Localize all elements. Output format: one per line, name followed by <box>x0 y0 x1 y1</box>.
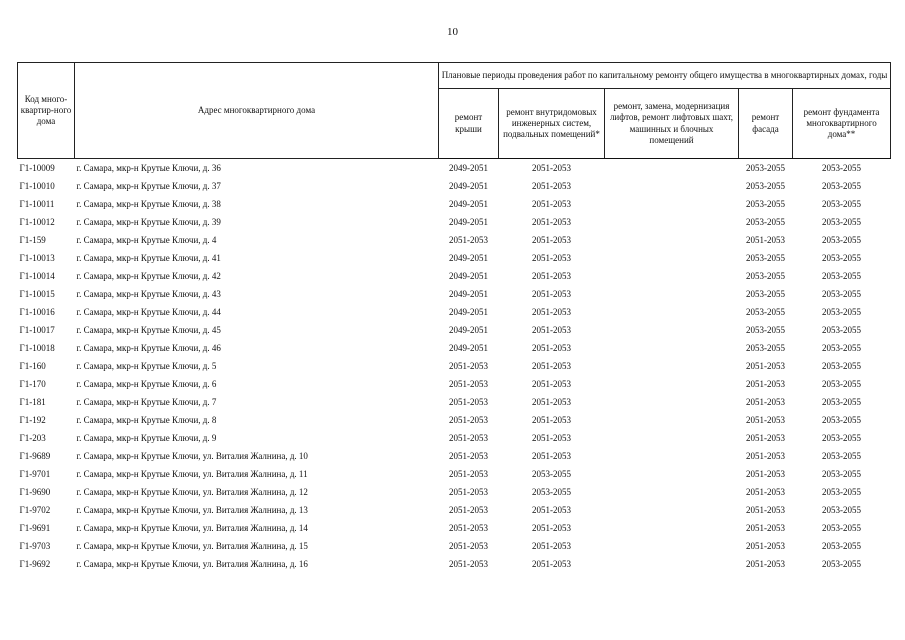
cell-lifts <box>605 483 739 501</box>
cell-address: г. Самара, мкр-н Крутые Ключи, д. 8 <box>76 415 217 425</box>
cell-lifts <box>605 375 739 393</box>
cell-systems: 2051-2053 <box>532 307 571 317</box>
cell-foundation: 2053-2055 <box>822 163 862 173</box>
table-row <box>18 501 891 519</box>
cell-roof: 2049-2051 <box>449 289 488 299</box>
cell-systems: 2051-2053 <box>532 325 571 335</box>
cell-systems: 2051-2053 <box>532 253 571 263</box>
cell-roof: 2051-2053 <box>449 505 488 515</box>
cell-roof: 2049-2051 <box>449 307 488 317</box>
cell-roof: 2051-2053 <box>449 361 488 371</box>
cell-foundation: 2053-2055 <box>822 253 862 263</box>
table-row <box>18 465 891 483</box>
cell-foundation: 2053-2055 <box>822 379 862 389</box>
cell-facade: 2051-2053 <box>746 433 785 443</box>
cell-address: г. Самара, мкр-н Крутые Ключи, ул. Виталия Жалнина, д. 16 <box>76 559 308 569</box>
table-row <box>18 249 891 267</box>
cell-address: г. Самара, мкр-н Крутые Ключи, д. 39 <box>76 217 221 227</box>
cell-roof: 2049-2051 <box>449 343 488 353</box>
cell-roof: 2051-2053 <box>449 487 488 497</box>
header-facade: ремонт фасада <box>739 89 793 159</box>
cell-facade: 2053-2055 <box>746 289 785 299</box>
cell-facade: 2053-2055 <box>746 217 785 227</box>
header-roof: ремонт крыши <box>439 89 499 159</box>
cell-foundation: 2053-2055 <box>822 505 862 515</box>
cell-lifts <box>605 267 739 285</box>
cell-foundation: 2053-2055 <box>822 199 862 209</box>
cell-foundation: 2053-2055 <box>822 307 862 317</box>
cell-code: Г1-9701 <box>19 469 51 479</box>
cell-systems: 2051-2053 <box>532 271 571 281</box>
cell-foundation: 2053-2055 <box>822 487 862 497</box>
cell-systems: 2051-2053 <box>532 361 571 371</box>
cell-lifts <box>605 231 739 249</box>
cell-code: Г1-10017 <box>19 325 55 335</box>
cell-code: Г1-9691 <box>19 523 51 533</box>
cell-foundation: 2053-2055 <box>822 271 862 281</box>
cell-systems: 2051-2053 <box>532 235 571 245</box>
cell-foundation: 2053-2055 <box>822 181 862 191</box>
cell-foundation: 2053-2055 <box>822 451 862 461</box>
cell-lifts <box>605 159 739 178</box>
table-row <box>18 555 891 573</box>
cell-code: Г1-10013 <box>19 253 55 263</box>
cell-facade: 2051-2053 <box>746 541 785 551</box>
cell-code: Г1-9702 <box>19 505 51 515</box>
cell-foundation: 2053-2055 <box>822 523 862 533</box>
table-row <box>18 537 891 555</box>
cell-facade: 2051-2053 <box>746 451 785 461</box>
table-row <box>18 195 891 213</box>
cell-roof: 2051-2053 <box>449 433 488 443</box>
cell-systems: 2051-2053 <box>532 343 571 353</box>
cell-code: Г1-203 <box>19 433 46 443</box>
repair-schedule-table <box>17 62 891 573</box>
cell-address: г. Самара, мкр-н Крутые Ключи, ул. Виталия Жалнина, д. 15 <box>76 541 308 551</box>
cell-facade: 2053-2055 <box>746 253 785 263</box>
cell-roof: 2049-2051 <box>449 217 488 227</box>
cell-code: Г1-9703 <box>19 541 51 551</box>
cell-address: г. Самара, мкр-н Крутые Ключи, д. 38 <box>76 199 221 209</box>
cell-address: г. Самара, мкр-н Крутые Ключи, д. 45 <box>76 325 221 335</box>
cell-facade: 2051-2053 <box>746 361 785 371</box>
table-row <box>18 303 891 321</box>
cell-address: г. Самара, мкр-н Крутые Ключи, д. 37 <box>76 181 221 191</box>
page-number: 10 <box>447 26 458 38</box>
cell-address: г. Самара, мкр-н Крутые Ключи, д. 46 <box>76 343 221 353</box>
header-lifts: ремонт, замена, модернизация лифтов, ремонт лифтовых шахт, машинных и блочных помещений <box>605 89 739 159</box>
cell-facade: 2053-2055 <box>746 343 785 353</box>
table-row <box>18 285 891 303</box>
table-row <box>18 393 891 411</box>
cell-roof: 2051-2053 <box>449 523 488 533</box>
cell-code: Г1-170 <box>19 379 46 389</box>
cell-code: Г1-10012 <box>19 217 55 227</box>
cell-systems: 2053-2055 <box>532 469 571 479</box>
table-row <box>18 411 891 429</box>
cell-code: Г1-10014 <box>19 271 55 281</box>
header-periods-group: Плановые периоды проведения работ по капитальному ремонту общего имущества в многоквартирных домах, годы <box>439 63 891 89</box>
cell-address: г. Самара, мкр-н Крутые Ключи, д. 7 <box>76 397 217 407</box>
cell-address: г. Самара, мкр-н Крутые Ключи, д. 41 <box>76 253 221 263</box>
cell-foundation: 2053-2055 <box>822 397 862 407</box>
table-row <box>18 177 891 195</box>
cell-address: г. Самара, мкр-н Крутые Ключи, д. 9 <box>76 433 217 443</box>
cell-code: Г1-10018 <box>19 343 55 353</box>
cell-address: г. Самара, мкр-н Крутые Ключи, д. 44 <box>76 307 221 317</box>
cell-code: Г1-9689 <box>19 451 51 461</box>
cell-facade: 2053-2055 <box>746 181 785 191</box>
table-row <box>18 213 891 231</box>
cell-facade: 2051-2053 <box>746 415 785 425</box>
cell-systems: 2051-2053 <box>532 181 571 191</box>
table-row <box>18 483 891 501</box>
cell-roof: 2051-2053 <box>449 541 488 551</box>
table-row <box>18 447 891 465</box>
cell-address: г. Самара, мкр-н Крутые Ключи, ул. Виталия Жалнина, д. 12 <box>76 487 308 497</box>
cell-foundation: 2053-2055 <box>822 361 862 371</box>
cell-facade: 2053-2055 <box>746 163 785 173</box>
cell-lifts <box>605 465 739 483</box>
table-row <box>18 339 891 357</box>
cell-foundation: 2053-2055 <box>822 235 862 245</box>
cell-roof: 2051-2053 <box>449 379 488 389</box>
cell-code: Г1-10016 <box>19 307 55 317</box>
cell-systems: 2051-2053 <box>532 523 571 533</box>
cell-foundation: 2053-2055 <box>822 289 862 299</box>
table-row <box>18 267 891 285</box>
cell-roof: 2051-2053 <box>449 415 488 425</box>
cell-systems: 2051-2053 <box>532 451 571 461</box>
cell-systems: 2051-2053 <box>532 415 571 425</box>
cell-address: г. Самара, мкр-н Крутые Ключи, ул. Виталия Жалнина, д. 10 <box>76 451 308 461</box>
cell-foundation: 2053-2055 <box>822 217 862 227</box>
table-row <box>18 357 891 375</box>
cell-lifts <box>605 411 739 429</box>
cell-code: Г1-10009 <box>19 163 55 173</box>
cell-foundation: 2053-2055 <box>822 433 862 443</box>
cell-systems: 2051-2053 <box>532 397 571 407</box>
cell-foundation: 2053-2055 <box>822 469 862 479</box>
header-foundation: ремонт фундамента многоквартирного дома** <box>793 89 891 159</box>
cell-facade: 2051-2053 <box>746 235 785 245</box>
cell-roof: 2051-2053 <box>449 469 488 479</box>
header-systems: ремонт внутридомовых инженерных систем, подвальных помещений* <box>499 89 605 159</box>
cell-lifts <box>605 357 739 375</box>
cell-address: г. Самара, мкр-н Крутые Ключи, д. 4 <box>76 235 217 245</box>
cell-lifts <box>605 213 739 231</box>
cell-roof: 2051-2053 <box>449 235 488 245</box>
cell-address: г. Самара, мкр-н Крутые Ключи, ул. Виталия Жалнина, д. 11 <box>76 469 308 479</box>
cell-facade: 2051-2053 <box>746 397 785 407</box>
cell-roof: 2049-2051 <box>449 271 488 281</box>
cell-code: Г1-160 <box>19 361 46 371</box>
header-code: Код много-квартир-ного дома <box>18 63 75 159</box>
cell-code: Г1-159 <box>19 235 46 245</box>
cell-lifts <box>605 537 739 555</box>
cell-address: г. Самара, мкр-н Крутые Ключи, д. 6 <box>76 379 217 389</box>
cell-address: г. Самара, мкр-н Крутые Ключи, ул. Виталия Жалнина, д. 14 <box>76 523 308 533</box>
cell-code: Г1-181 <box>19 397 46 407</box>
table-row <box>18 519 891 537</box>
cell-lifts <box>605 519 739 537</box>
cell-systems: 2051-2053 <box>532 379 571 389</box>
cell-roof: 2049-2051 <box>449 253 488 263</box>
cell-systems: 2051-2053 <box>532 559 571 569</box>
cell-lifts <box>605 393 739 411</box>
cell-roof: 2049-2051 <box>449 181 488 191</box>
cell-foundation: 2053-2055 <box>822 559 862 569</box>
cell-facade: 2051-2053 <box>746 487 785 497</box>
cell-lifts <box>605 285 739 303</box>
cell-systems: 2051-2053 <box>532 199 571 209</box>
cell-facade: 2053-2055 <box>746 307 785 317</box>
table-body <box>18 159 891 574</box>
cell-lifts <box>605 303 739 321</box>
cell-foundation: 2053-2055 <box>822 415 862 425</box>
cell-lifts <box>605 555 739 573</box>
cell-roof: 2049-2051 <box>449 325 488 335</box>
table-row <box>18 321 891 339</box>
cell-lifts <box>605 321 739 339</box>
cell-lifts <box>605 249 739 267</box>
cell-systems: 2051-2053 <box>532 217 571 227</box>
cell-facade: 2053-2055 <box>746 271 785 281</box>
cell-lifts <box>605 429 739 447</box>
cell-systems: 2053-2055 <box>532 487 571 497</box>
cell-facade: 2051-2053 <box>746 469 785 479</box>
cell-lifts <box>605 195 739 213</box>
cell-systems: 2051-2053 <box>532 289 571 299</box>
cell-facade: 2051-2053 <box>746 523 785 533</box>
cell-lifts <box>605 501 739 519</box>
cell-code: Г1-10015 <box>19 289 55 299</box>
cell-address: г. Самара, мкр-н Крутые Ключи, д. 5 <box>76 361 217 371</box>
cell-facade: 2053-2055 <box>746 199 785 209</box>
cell-foundation: 2053-2055 <box>822 343 862 353</box>
cell-systems: 2051-2053 <box>532 505 571 515</box>
cell-systems: 2051-2053 <box>532 541 571 551</box>
header-address: Адрес многоквартирного дома <box>75 63 439 159</box>
cell-roof: 2049-2051 <box>449 163 488 173</box>
cell-address: г. Самара, мкр-н Крутые Ключи, д. 42 <box>76 271 221 281</box>
cell-systems: 2051-2053 <box>532 163 571 173</box>
table-header <box>18 63 891 159</box>
table-row <box>18 159 891 178</box>
cell-address: г. Самара, мкр-н Крутые Ключи, д. 43 <box>76 289 221 299</box>
cell-foundation: 2053-2055 <box>822 541 862 551</box>
cell-facade: 2051-2053 <box>746 505 785 515</box>
cell-code: Г1-9690 <box>19 487 51 497</box>
cell-lifts <box>605 447 739 465</box>
table-row <box>18 429 891 447</box>
cell-foundation: 2053-2055 <box>822 325 862 335</box>
cell-facade: 2053-2055 <box>746 325 785 335</box>
cell-lifts <box>605 177 739 195</box>
table-row <box>18 231 891 249</box>
cell-facade: 2051-2053 <box>746 559 785 569</box>
cell-code: Г1-10011 <box>19 199 55 209</box>
cell-roof: 2051-2053 <box>449 397 488 407</box>
cell-systems: 2051-2053 <box>532 433 571 443</box>
cell-address: г. Самара, мкр-н Крутые Ключи, д. 36 <box>76 163 221 173</box>
table-row <box>18 375 891 393</box>
cell-facade: 2051-2053 <box>746 379 785 389</box>
cell-roof: 2051-2053 <box>449 451 488 461</box>
cell-roof: 2051-2053 <box>449 559 488 569</box>
cell-lifts <box>605 339 739 357</box>
cell-roof: 2049-2051 <box>449 199 488 209</box>
cell-address: г. Самара, мкр-н Крутые Ключи, ул. Виталия Жалнина, д. 13 <box>76 505 308 515</box>
cell-code: Г1-9692 <box>19 559 51 569</box>
cell-code: Г1-10010 <box>19 181 55 191</box>
cell-code: Г1-192 <box>19 415 46 425</box>
